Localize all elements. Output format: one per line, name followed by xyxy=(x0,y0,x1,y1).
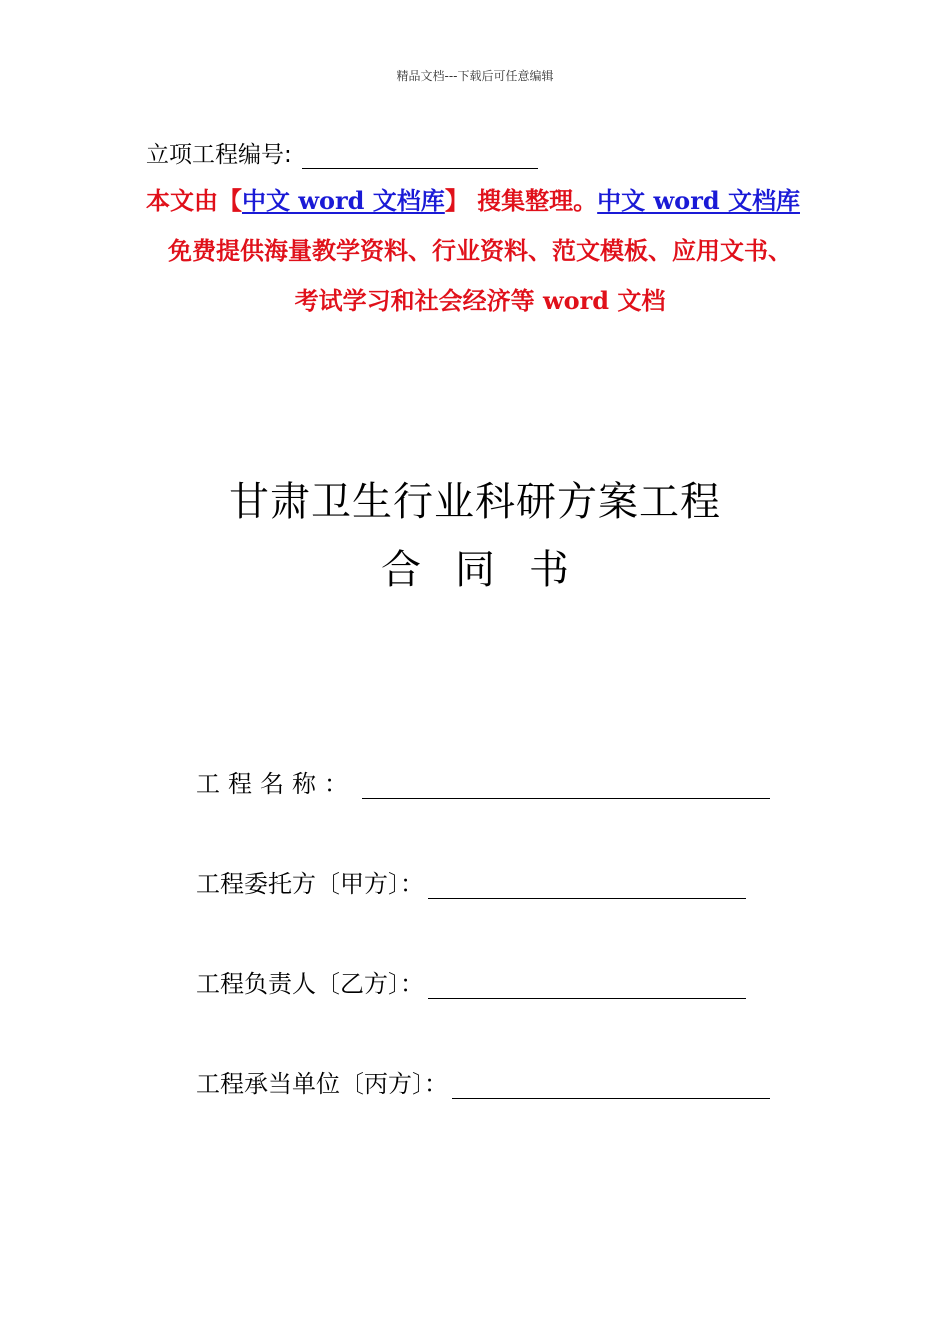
document-title: 甘肃卫生行业科研方案工程 xyxy=(229,479,721,525)
project-number-row xyxy=(146,136,538,169)
field-project-name-blank xyxy=(362,774,770,799)
project-number-blank xyxy=(302,146,538,169)
field-party-b xyxy=(196,964,746,999)
field-project-name xyxy=(196,764,770,799)
field-party-c-label: 工程承当单位〔丙方〕： xyxy=(196,1070,448,1098)
field-party-c xyxy=(196,1064,770,1099)
project-number-label: 立项工程编号: xyxy=(146,142,292,168)
document-subtitle: 合同书 xyxy=(381,547,603,593)
field-party-a-label: 工程委托方〔甲方〕： xyxy=(196,870,424,898)
field-party-b-blank xyxy=(428,974,746,999)
doc-library-link-1[interactable]: 中文 word 文档库 xyxy=(242,186,445,215)
field-party-c-blank xyxy=(452,1074,770,1099)
page-header: 精品文档---下载后可任意编辑 xyxy=(396,69,554,83)
field-project-name-label: 工程名称： xyxy=(196,770,356,798)
notice-line-2: 免费提供海量教学资料、行业资料、范文模板、应用文书、 xyxy=(168,236,792,265)
field-party-a xyxy=(196,864,746,899)
doc-library-link-2[interactable]: 中文 word 文档库 xyxy=(597,186,800,215)
notice-middle: 】 搜集整理。 xyxy=(444,186,598,215)
notice-line-1 xyxy=(146,176,826,226)
notice-prefix: 本文由【 xyxy=(146,186,242,215)
notice-line-3: 考试学习和社会经济等 word 文档 xyxy=(294,286,666,315)
field-party-b-label: 工程负责人〔乙方〕： xyxy=(196,970,424,998)
field-party-a-blank xyxy=(428,874,746,899)
